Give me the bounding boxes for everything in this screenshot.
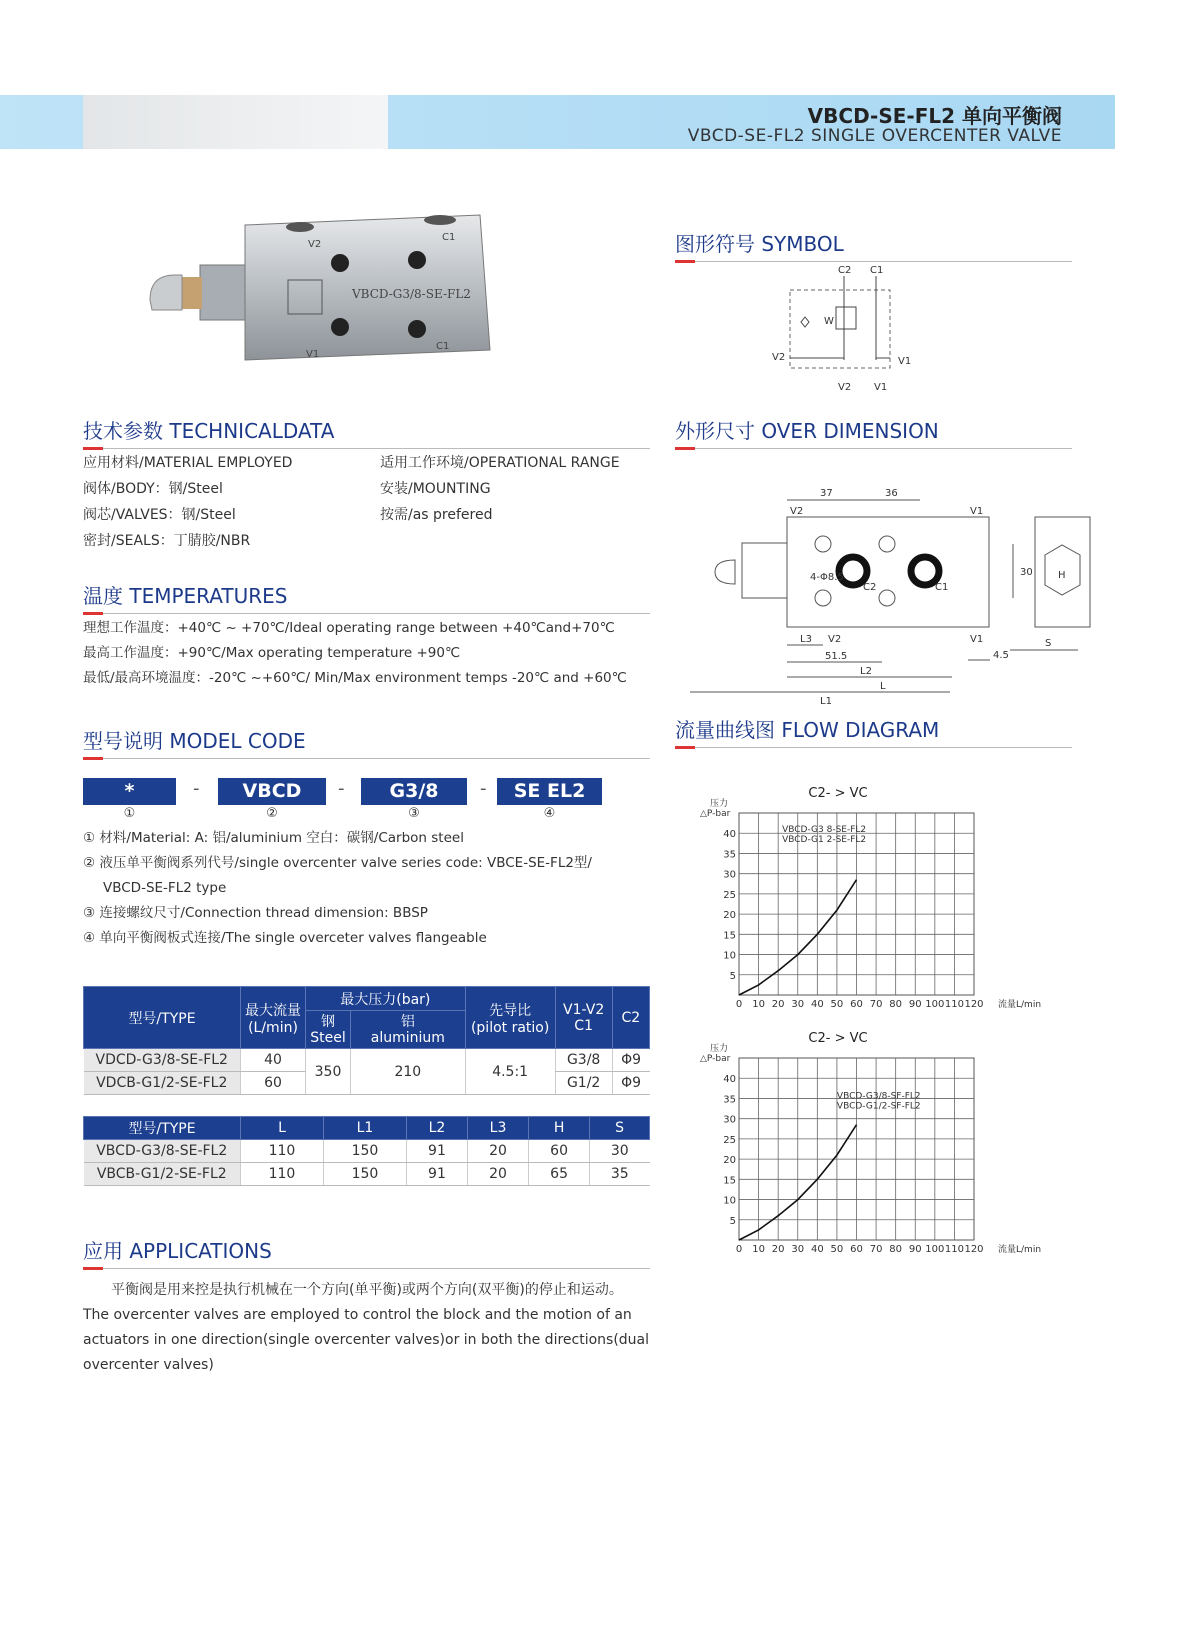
header-text: 先导比	[489, 1002, 532, 1019]
model-note: ① 材料/Material: A: 铝/aluminium 空白：碳钢/Carbon steel	[83, 830, 464, 846]
cell: 35	[590, 1163, 650, 1186]
header-text: V1-V2	[563, 1001, 605, 1018]
section-heading-applications: 应用 APPLICATIONS	[83, 1235, 650, 1269]
x-tick-label: 0	[735, 1244, 743, 1255]
dim-label: 4.5	[993, 650, 1009, 661]
dim-label: C2	[863, 582, 877, 593]
col-header-pressure: 最大压力(bar)	[306, 987, 466, 1011]
model-note: ② 液压单平衡阀系列代号/single overcenter valve series code: VBCE-SE-FL2型/	[83, 855, 592, 871]
dim-label: V2	[828, 634, 842, 645]
symbol-label-v1: V1	[874, 382, 888, 393]
col-header-v1v2	[555, 987, 612, 1049]
dim-label: 37	[820, 488, 833, 499]
engraving: VBCD-G3/8-SE-FL2	[352, 287, 471, 301]
cell: VDCD-G3/8-SE-FL2	[84, 1049, 241, 1072]
dim-label: L3	[800, 634, 812, 645]
legend-entry: VBCD-G3/8-SF-FL2	[836, 1091, 921, 1102]
y-tick-label: 10	[723, 1195, 736, 1207]
header-gray-block	[83, 95, 388, 149]
header-text: Steel	[310, 1029, 346, 1046]
y-axis-label-unit: △P-bar	[700, 1054, 731, 1064]
x-tick-label: 110	[944, 999, 964, 1010]
y-tick-label: 35	[723, 1094, 736, 1106]
chart-title: C2- > VC	[808, 786, 868, 801]
x-axis-label: 流量L/min	[998, 1245, 1042, 1255]
dimension-table	[83, 1116, 650, 1186]
applications-en: overcenter valves)	[83, 1357, 214, 1373]
dim-label: S	[1045, 638, 1052, 649]
col-header-flow	[241, 987, 306, 1049]
cell: 210	[351, 1049, 466, 1095]
dim-label: H	[1058, 570, 1066, 581]
model-code-1: *	[83, 778, 176, 805]
y-tick-label: 35	[723, 849, 736, 861]
legend-entry: VBCD-G3 8-SE-FL2	[782, 825, 867, 836]
x-tick-label: 50	[830, 1244, 844, 1255]
model-code-2: VBCD	[218, 778, 326, 805]
model-code-dash: -	[338, 778, 345, 799]
model-note: ④ 单向平衡阀板式连接/The single overceter valves flangeable	[83, 930, 487, 946]
section-heading-flow: 流量曲线图 FLOW DIAGRAM	[675, 714, 1072, 748]
legend-entry: VBCD-G1/2-SF-FL2	[836, 1101, 921, 1112]
col-header: L2	[406, 1117, 467, 1140]
applications-cn: 平衡阀是用来控是执行机械在一个方向(单平衡)或两个方向(双平衡)的停止和运动。	[111, 1282, 623, 1298]
page-title: VBCD-SE-FL2 单向平衡阀	[807, 104, 1062, 128]
y-tick-label: 5	[729, 970, 736, 982]
x-tick-label: 10	[752, 999, 765, 1010]
dim-label: C1	[935, 582, 949, 593]
y-axis-label: 压力	[710, 1044, 729, 1054]
tech-item: 阀体/BODY：钢/Steel	[83, 481, 223, 497]
y-tick-label: 30	[723, 869, 736, 881]
section-heading-symbol: 图形符号 SYMBOL	[675, 228, 1072, 262]
x-tick-label: 30	[791, 999, 805, 1010]
dim-label: 51.5	[825, 651, 848, 662]
product-image	[140, 205, 500, 375]
symbol-label-c1: C1	[870, 265, 884, 276]
cell: Φ9	[612, 1072, 649, 1095]
tech-item: 适用工作环境/OPERATIONAL RANGE	[380, 455, 620, 471]
applications-en: actuators in one direction(single overcenter valves)or in both the directions(dual	[83, 1332, 650, 1348]
x-tick-label: 60	[850, 1244, 863, 1255]
x-tick-label: 50	[830, 999, 844, 1010]
x-tick-label: 20	[771, 999, 785, 1010]
section-heading-dimension: 外形尺寸 OVER DIMENSION	[675, 415, 1072, 449]
temperature-list	[83, 616, 663, 691]
cell: Φ9	[612, 1049, 649, 1072]
cell: 60	[241, 1072, 306, 1095]
x-tick-label: 20	[771, 1244, 785, 1255]
dimension-drawing	[680, 460, 1080, 707]
technical-left	[83, 450, 373, 554]
y-tick-label: 15	[723, 930, 736, 942]
cell: 20	[468, 1163, 529, 1186]
x-tick-label: 90	[908, 1244, 922, 1255]
symbol-label-v1: V1	[898, 356, 912, 367]
tech-item: 应用材料/MATERIAL EMPLOYED	[83, 455, 293, 471]
symbol-label-v2: V2	[838, 382, 852, 393]
cell: G3/8	[555, 1049, 612, 1072]
port-label: C1	[436, 341, 450, 352]
port-label: V1	[306, 349, 320, 360]
page-subtitle: VBCD-SE-FL2 SINGLE OVERCENTER VALVE	[687, 126, 1062, 146]
y-axis-label-unit: △P-bar	[700, 809, 731, 819]
temperature-line: 最低/最高环境温度：-20℃ ~+60℃/ Min/Max environment temps -20℃ and +60℃	[83, 670, 627, 686]
x-tick-label: 100	[925, 999, 945, 1010]
x-tick-label: 70	[869, 999, 883, 1010]
model-note: VBCD-SE-FL2 type	[103, 880, 227, 896]
x-tick-label: 30	[791, 1244, 805, 1255]
x-tick-label: 110	[944, 1244, 964, 1255]
cell: 150	[323, 1140, 406, 1163]
model-code-number: ③	[408, 806, 420, 821]
y-tick-label: 10	[723, 950, 736, 962]
section-heading-technical: 技术参数 TECHNICALDATA	[83, 415, 650, 449]
symbol-label-c2: C2	[838, 265, 852, 276]
table-row	[84, 1140, 650, 1163]
dim-label: V1	[970, 506, 984, 517]
cell: 350	[306, 1049, 351, 1095]
col-header: L1	[323, 1117, 406, 1140]
model-note: ③ 连接螺纹尺寸/Connection thread dimension: BBSP	[83, 905, 428, 921]
header-text: 最大流量	[245, 1002, 301, 1019]
port-label: V2	[308, 239, 322, 250]
dim-label: L2	[860, 666, 872, 677]
applications-text	[83, 1278, 663, 1378]
flow-chart-1	[690, 780, 1070, 1010]
dim-label: 30	[1020, 567, 1033, 578]
x-tick-label: 90	[908, 999, 922, 1010]
y-tick-label: 30	[723, 1114, 736, 1126]
x-tick-label: 100	[925, 1244, 945, 1255]
header-text: 钢	[321, 1013, 335, 1030]
tech-item: 按需/as prefered	[380, 507, 493, 523]
section-heading-temperatures: 温度 TEMPERATURES	[83, 580, 650, 614]
model-code-number: ④	[543, 806, 556, 821]
applications-en: The overcenter valves are employed to control the block and the motion of an	[83, 1307, 632, 1323]
header-text: (L/min)	[248, 1019, 298, 1036]
y-tick-label: 40	[723, 1074, 736, 1086]
dim-label: 36	[885, 488, 898, 499]
cell: 150	[323, 1163, 406, 1186]
flow-chart-2	[690, 1025, 1070, 1255]
y-tick-label: 40	[723, 829, 736, 841]
cell: 110	[241, 1140, 324, 1163]
x-axis-label: 流量L/min	[998, 1000, 1042, 1010]
cell: VDCB-G1/2-SE-FL2	[84, 1072, 241, 1095]
col-header: S	[590, 1117, 650, 1140]
tech-item: 密封/SEALS：丁腈胶/NBR	[83, 533, 251, 549]
cell: 65	[529, 1163, 590, 1186]
header-text: (pilot ratio)	[470, 1019, 550, 1036]
header-text: aluminium	[370, 1029, 445, 1046]
dim-label: V1	[970, 634, 984, 645]
x-tick-label: 80	[889, 999, 903, 1010]
header-text: 铝	[400, 1013, 415, 1030]
tech-item: 安装/MOUNTING	[380, 481, 491, 497]
hydraulic-symbol	[760, 262, 920, 397]
model-code-dash: -	[480, 778, 487, 799]
x-tick-label: 40	[810, 1244, 824, 1255]
y-tick-label: 15	[723, 1175, 736, 1187]
cell: 60	[529, 1140, 590, 1163]
col-header-aluminium	[351, 1011, 466, 1049]
spec-table	[83, 986, 650, 1095]
header-text: C1	[574, 1017, 593, 1034]
x-tick-label: 70	[869, 1244, 883, 1255]
col-header: L	[241, 1117, 324, 1140]
x-tick-label: 120	[964, 999, 984, 1010]
y-tick-label: 25	[723, 1134, 736, 1146]
x-tick-label: 60	[850, 999, 863, 1010]
x-tick-label: 10	[752, 1244, 765, 1255]
temperature-line: 理想工作温度：+40℃ ~ +70℃/Ideal operating range between +40℃and+70℃	[83, 620, 615, 636]
col-header: 型号/TYPE	[84, 1117, 241, 1140]
model-code-notes	[83, 826, 663, 951]
model-code-4: SE EL2	[497, 778, 602, 805]
cell: 91	[406, 1140, 467, 1163]
model-code-dash: -	[193, 778, 200, 799]
legend-entry: VBCD-G1 2-SE-FL2	[782, 835, 867, 846]
temperature-line: 最高工作温度：+90℃/Max operating temperature +90℃	[83, 645, 461, 661]
col-header-c2: C2	[612, 987, 649, 1049]
cell: 110	[241, 1163, 324, 1186]
port-label: C1	[442, 232, 456, 243]
model-code-number: ②	[266, 806, 278, 821]
section-heading-model-code: 型号说明 MODEL CODE	[83, 725, 650, 759]
cell: 4.5:1	[465, 1049, 555, 1095]
col-header-steel	[306, 1011, 351, 1049]
y-tick-label: 5	[729, 1215, 736, 1227]
cell: G1/2	[555, 1072, 612, 1095]
dim-label: 4-Φ8.5	[810, 572, 844, 583]
tech-item: 阀芯/VALVES：钢/Steel	[83, 507, 236, 523]
symbol-label-w: W	[824, 316, 834, 327]
y-tick-label: 20	[723, 1155, 736, 1167]
cell: VBCD-G3/8-SE-FL2	[84, 1140, 241, 1163]
symbol-label-v2: V2	[772, 352, 786, 363]
col-header-type: 型号/TYPE	[84, 987, 241, 1049]
y-axis-label: 压力	[710, 799, 729, 809]
model-code-number: ①	[123, 806, 136, 821]
y-tick-label: 25	[723, 889, 736, 901]
cell: VBCB-G1/2-SE-FL2	[84, 1163, 241, 1186]
x-tick-label: 120	[964, 1244, 984, 1255]
cell: 91	[406, 1163, 467, 1186]
cell: 20	[468, 1140, 529, 1163]
col-header: L3	[468, 1117, 529, 1140]
y-tick-label: 20	[723, 910, 736, 922]
model-code-3: G3/8	[361, 778, 467, 805]
cell: 30	[590, 1140, 650, 1163]
x-tick-label: 40	[810, 999, 824, 1010]
col-header: H	[529, 1117, 590, 1140]
dim-label: V2	[790, 506, 804, 517]
x-tick-label: 0	[735, 999, 743, 1010]
col-header-pilot	[465, 987, 555, 1049]
dim-label: L1	[820, 696, 832, 707]
x-tick-label: 80	[889, 1244, 903, 1255]
dim-label: L	[880, 681, 886, 692]
table-row	[84, 1049, 650, 1072]
cell: 40	[241, 1049, 306, 1072]
table-row	[84, 1163, 650, 1186]
technical-right	[380, 450, 650, 528]
chart-title: C2- > VC	[808, 1031, 868, 1046]
